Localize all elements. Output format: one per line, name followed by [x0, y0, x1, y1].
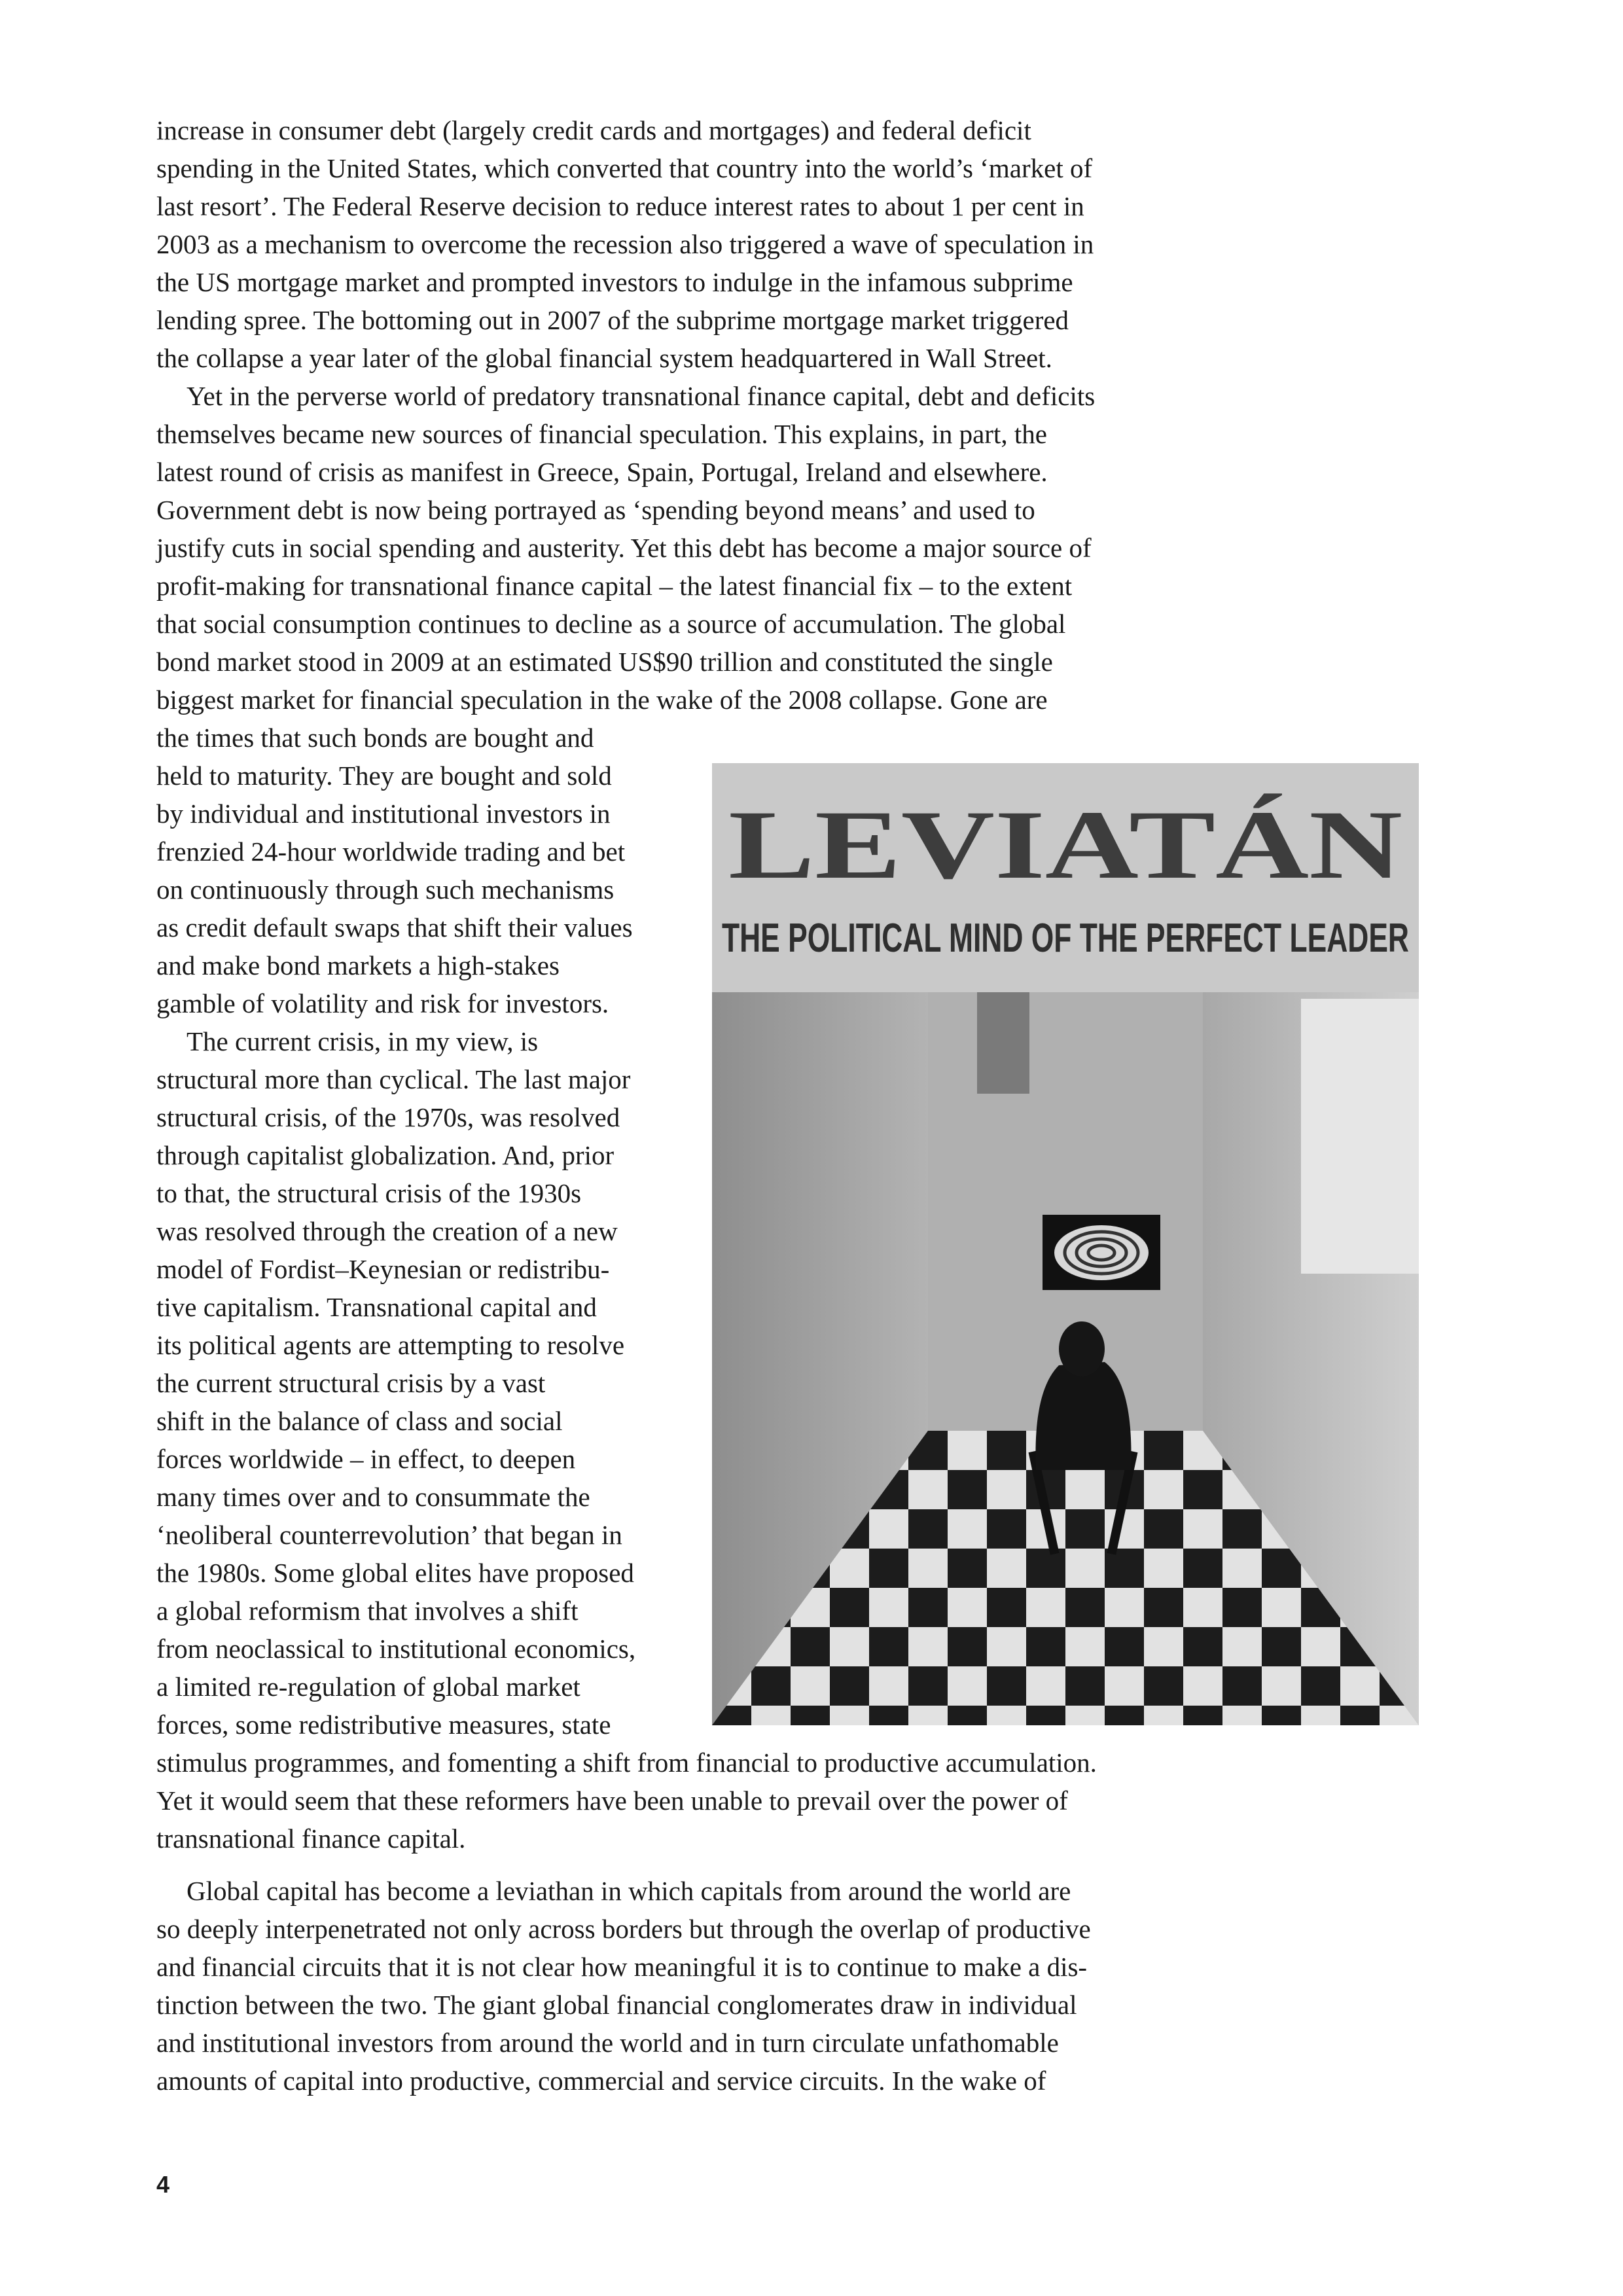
body-line: transnational finance capital.	[156, 1823, 466, 1854]
tv-spiral-screen	[1054, 1225, 1149, 1280]
body-line: structural more than cyclical. The last major	[156, 1064, 631, 1094]
body-line: bond market stood in 2009 at an estimated US$90 trillion and constituted the single	[156, 647, 1053, 677]
body-line: held to maturity. They are bought and sold	[156, 761, 612, 791]
body-line: justify cuts in social spending and austerity. Yet this debt has become a major source of	[156, 533, 1092, 563]
body-line: 2003 as a mechanism to overcome the recession also triggered a wave of speculation in	[156, 229, 1094, 259]
banner-title: LEVIATÁN	[728, 791, 1402, 899]
body-line: themselves became new sources of financial speculation. This explains, in part, the	[156, 419, 1047, 449]
body-line: the times that such bonds are bought and	[156, 723, 594, 753]
body-line: stimulus programmes, and fomenting a shift from financial to productive accumulation.	[156, 1748, 1097, 1778]
body-line: amounts of capital into productive, commercial and service circuits. In the wake of	[156, 2066, 1046, 2096]
body-line: and make bond markets a high-stakes	[156, 950, 560, 980]
paragraph-start-line: Global capital has become a leviathan in which capitals from around the world are	[187, 1876, 1071, 1906]
body-line: Yet it would seem that these reformers have been unable to prevail over the power of	[156, 1785, 1068, 1816]
body-line: was resolved through the creation of a new	[156, 1216, 618, 1246]
figure-head	[1059, 1321, 1105, 1376]
body-line: tinction between the two. The giant global financial conglomerates draw in individual	[156, 1990, 1077, 2020]
body-line: lending spree. The bottoming out in 2007 of the subprime mortgage market triggered	[156, 305, 1069, 335]
body-line: a limited re-regulation of global market	[156, 1672, 580, 1702]
body-line: the 1980s. Some global elites have proposed	[156, 1558, 634, 1588]
body-line: the US mortgage market and prompted investors to indulge in the infamous subprime	[156, 267, 1073, 297]
body-line: forces, some redistributive measures, state	[156, 1710, 611, 1740]
body-line: many times over and to consummate the	[156, 1482, 590, 1512]
body-line: through capitalist globalization. And, prior	[156, 1140, 615, 1170]
body-line: that social consumption continues to decline as a source of accumulation. The global	[156, 609, 1066, 639]
body-line: spending in the United States, which converted that country into the world’s ‘market of	[156, 153, 1093, 183]
body-line: by individual and institutional investors in	[156, 798, 611, 829]
banner-subtitle: THE POLITICAL MIND OF THE PERFECT LEADER	[722, 916, 1409, 961]
body-line: and financial circuits that it is not clear how meaningful it is to continue to make a dis-	[156, 1952, 1088, 1982]
body-line: on continuously through such mechanisms	[156, 874, 615, 905]
leviathan-installation-photo	[712, 763, 1419, 1725]
body-line: ‘neoliberal counterrevolution’ that began in	[156, 1520, 622, 1550]
body-line: so deeply interpenetrated not only across borders but through the overlap of productive	[156, 1914, 1091, 1944]
body-line: latest round of crisis as manifest in Greece, Spain, Portugal, Ireland and elsewhere.	[156, 457, 1048, 487]
body-line: to that, the structural crisis of the 1930s	[156, 1178, 582, 1208]
window-light	[1301, 999, 1419, 1274]
body-line: its political agents are attempting to resolve	[156, 1330, 625, 1360]
body-line: the collapse a year later of the global financial system headquartered in Wall Street.	[156, 343, 1052, 373]
body-line: and institutional investors from around the world and in turn circulate unfathomable	[156, 2028, 1059, 2058]
body-line: profit-making for transnational finance capital – the latest financial fix – to the extent	[156, 571, 1073, 601]
body-line: forces worldwide – in effect, to deepen	[156, 1444, 576, 1474]
body-line: a global reformism that involves a shift	[156, 1596, 579, 1626]
body-line: frenzied 24-hour worldwide trading and bet	[156, 836, 626, 867]
body-line: Government debt is now being portrayed as ‘spending beyond means’ and used to	[156, 495, 1035, 525]
body-line: model of Fordist–Keynesian or redistribu-	[156, 1254, 610, 1284]
body-line: increase in consumer debt (largely credit cards and mortgages) and federal deficit	[156, 115, 1031, 145]
body-line: shift in the balance of class and social	[156, 1406, 563, 1436]
seated-figure	[1035, 1362, 1131, 1470]
body-line: biggest market for financial speculation in the wake of the 2008 collapse. Gone are	[156, 685, 1048, 715]
body-line: gamble of volatility and risk for investors.	[156, 988, 609, 1018]
paragraph-start-line: The current crisis, in my view, is	[187, 1026, 539, 1056]
body-line: the current structural crisis by a vast	[156, 1368, 546, 1398]
photo-illustration	[712, 763, 1419, 1725]
page-number: 4	[156, 2171, 170, 2198]
body-line: tive capitalism. Transnational capital and	[156, 1292, 597, 1322]
body-line: last resort’. The Federal Reserve decision to reduce interest rates to about 1 per cent in	[156, 191, 1084, 221]
body-line: as credit default swaps that shift their values	[156, 912, 633, 942]
ceiling-beam	[977, 992, 1029, 1094]
body-line: from neoclassical to institutional economics,	[156, 1634, 636, 1664]
paragraph-start-line: Yet in the perverse world of predatory transnational finance capital, debt and deficits	[187, 381, 1096, 411]
body-line: structural crisis, of the 1970s, was resolved	[156, 1102, 620, 1132]
